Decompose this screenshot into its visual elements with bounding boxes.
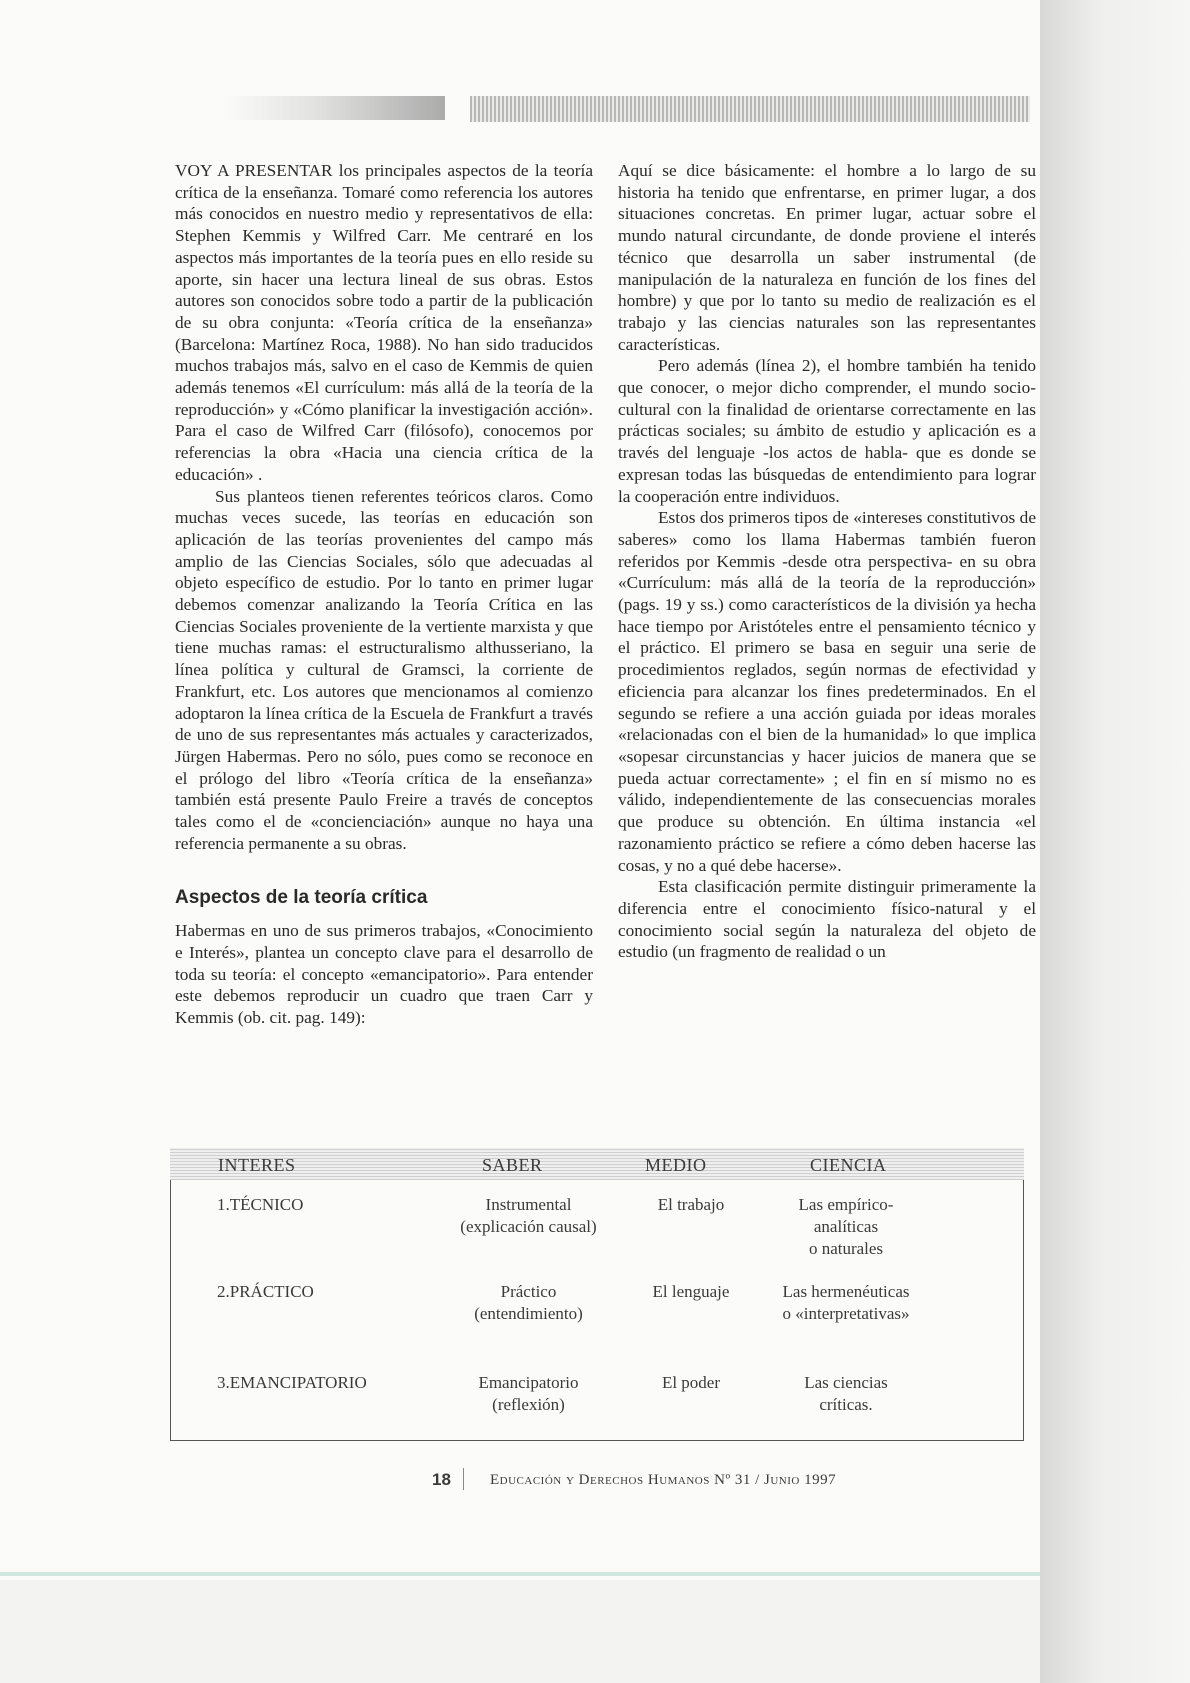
table-header-row: [170, 1148, 1024, 1180]
header-decoration: [225, 96, 445, 120]
right-column: [618, 160, 1036, 963]
paragraph: Pero además (línea 2), el hombre también ha tenido que conocer, o mejor dicho comprender, el mundo socio-cultural con la finalidad de orientarse correctamente en las prácticas sociales; su ámbito de estudio y aplicación es a través del lenguaje -los actos de habla- que es donde se expresan todas las búsquedas de entendimiento para lograr la cooperación entre individuos.: [618, 356, 1036, 506]
table-cell-saber: Instrumental (explicación causal): [460, 1195, 597, 1236]
table-cell-saber: Práctico (entendimiento): [474, 1282, 583, 1323]
table-cell-interes: 2.PRÁCTICO: [217, 1282, 314, 1301]
paragraph: Estos dos primeros tipos de «intereses constitutivos de saberes» como los llama Habermas también fueron referidos por Kemmis -desde otra perspectiva- en su obra «Currículum: más allá de la teoría de la reproducción» (pags. 19 y ss.) como característicos de la división ya hecha hace tiempo por Aristóteles entre el pensamiento técnico y el práctico. El primero se basa en seguir una serie de procedimientos reglados, según normas de efectividad y eficiencia para alcanzar los fines predeterminados. En el segundo se refiere a una acción guiada por ideas morales «relacionadas con el bien de la humanidad» lo que implica «sopesar circunstancias y hacer juicios de manera que se pueda actuar correctamente» ; el fin en sí mismo no es válido, independientemente de las consecuencias morales que produce su obtención. En última instancia «el razonamiento práctico se refiere a cómo deben hacerse las cosas, y no a qué debe hacerse».: [618, 508, 1036, 875]
page-edge-shadow: [1040, 0, 1190, 1683]
table-header-saber: SABER: [482, 1155, 543, 1175]
table-cell-medio: El lenguaje: [652, 1282, 730, 1301]
footer-divider: [463, 1468, 464, 1490]
scan-edge-line: [0, 1572, 1040, 1576]
table-cell-saber: Emancipatorio (reflexión): [478, 1373, 579, 1414]
publication-info: Educación y Derechos Humanos Nº 31 / Junio 1997: [490, 1472, 837, 1488]
table-body: [170, 1180, 1024, 1441]
table-cell-ciencia: Las hermenéuticas o «interpretativas»: [782, 1282, 910, 1323]
table-cell-interes: 1.TÉCNICO: [217, 1195, 304, 1214]
interest-table: [170, 1148, 1024, 1441]
paragraph: Habermas en uno de sus primeros trabajos, «Conocimiento e Interés», plantea un concepto clave para el desarrollo de toda su teoría: el concepto «emancipatorio». Para entender este debemos reproducir un cuadro que traen Carr y Kemmis (ob. cit. pag. 149):: [175, 921, 593, 1028]
table-cell-medio: El trabajo: [657, 1195, 725, 1214]
table-cell-medio: El poder: [661, 1373, 721, 1392]
paragraph: Aquí se dice básicamente: el hombre a lo largo de su historia ha tenido que enfrentarse, en primer lugar, a dos situaciones concretas. En primer lugar, actuar sobre el mundo natural circundante, de donde proviene el interés técnico que desarrolla un saber instrumental (de manipulación de la naturaleza en función de los fines del hombre) y que por lo tanto su medio de realización es el trabajo y las ciencias naturales son las representantes características.: [618, 161, 1036, 354]
paragraph: Sus planteos tienen referentes teóricos claros. Como muchas veces sucede, las teorías en educación son aplicación de las teorías provenientes del campo más amplio de las Ciencias Sociales, sólo que adecuadas al objeto específico de estudio. Por lo tanto en primer lugar debemos comenzar analizando la Teoría Crítica en las Ciencias Sociales proveniente de la vertiente marxista y que tiene muchas ramas: el estructuralismo althusseriano, la línea política y cultural de Gramsci, la corriente de Frankfurt, etc. Los autores que mencionamos al comienzo adoptaron la línea crítica de la Escuela de Frankfurt a través de uno de sus representantes más actuales y caracterizados, Jürgen Habermas. Pero no sólo, pues como se reconoce en el prólogo del libro «Teoría crítica de la enseñanza» también está presente Paulo Freire a través de conceptos tales como el de «concienciación» aunque no haya una referencia permanente a su obras.: [175, 486, 593, 853]
header-band: [470, 96, 1030, 122]
page-number: 18: [432, 1470, 451, 1489]
table-cell-interes: 3.EMANCIPATORIO: [217, 1373, 367, 1392]
paragraph: Esta clasificación permite distinguir primeramente la diferencia entre el conocimiento físico-natural y el conocimiento social según la naturaleza del objeto de estudio (un fragmento de realidad o un: [618, 877, 1036, 962]
table-header-ciencia: CIENCIA: [810, 1155, 887, 1175]
paragraph: VOY A PRESENTAR los principales aspectos de la teoría crítica de la enseñanza. Tomaré como referencia los autores más conocidos en nuestro medio y representativos de ella: Stephen Kemmis y Wilfred Carr. Me centraré en los aspectos más importantes de la teoría pues en ello reside su aporte, sin hacer una lectura lineal de sus obras. Estos autores son conocidos sobre todo a partir de la publicación de su obra conjunta: «Teoría crítica de la enseñanza» (Barcelona: Martínez Roca, 1988). No han sido traducidos muchos trabajos más, salvo en el caso de Kemmis de quien además tenemos «El currículum: más allá de la teoría de la reproducción» y «Cómo planificar la investigación acción». Para el caso de Wilfred Carr (filósofo), conocemos por referencias la obra «Hacia una ciencia crítica de la educación» .: [175, 161, 593, 484]
table-header-medio: MEDIO: [645, 1155, 707, 1175]
table-cell-ciencia: Las empírico- analíticas o naturales: [798, 1195, 894, 1258]
table-cell-ciencia: Las ciencias críticas.: [804, 1373, 888, 1414]
table-header-interes: INTERES: [218, 1155, 296, 1175]
left-column: [175, 160, 593, 1029]
section-heading: Aspectos de la teoría crítica: [175, 886, 428, 908]
